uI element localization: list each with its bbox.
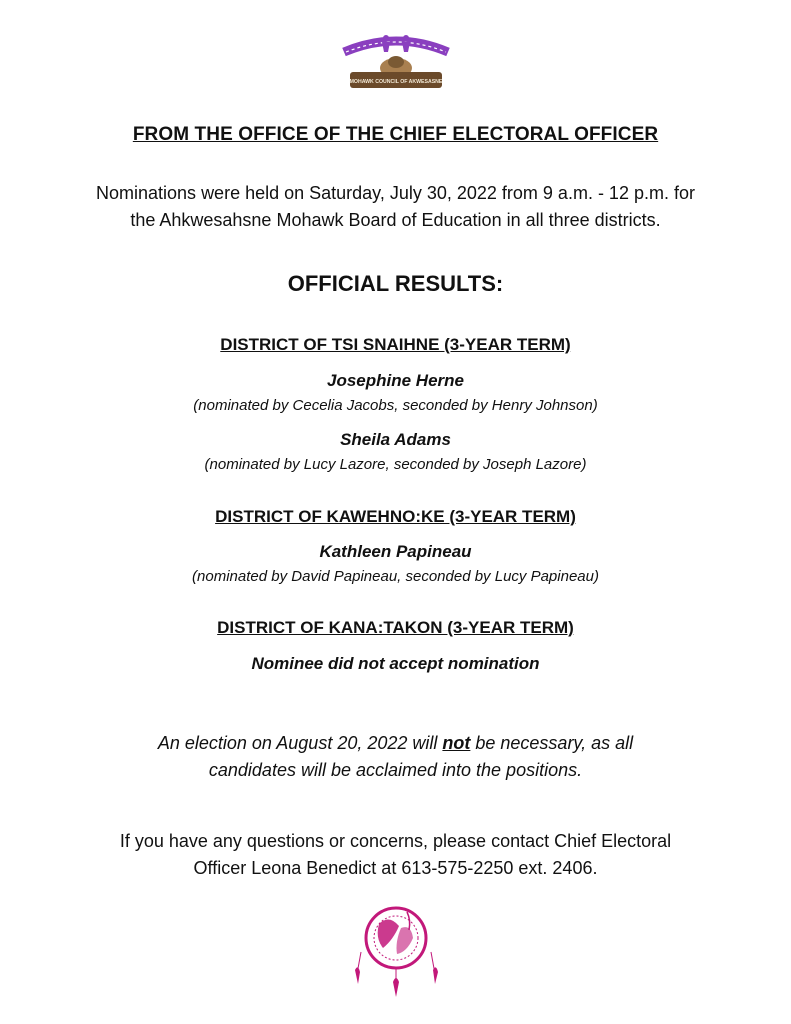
district-heading-tsi-snaihne: DISTRICT OF TSI SNAIHNE (3-YEAR TERM) [220,335,571,354]
intro-line-1: Nominations were held on Saturday, July 30, 2022 from 9 a.m. - 12 p.m. for [96,183,695,203]
contact-line-2: Officer Leona Benedict at 613-575-2250 ext. 2406. [193,858,598,878]
page-title: FROM THE OFFICE OF THE CHIEF ELECTORAL OFFICER [132,124,659,145]
contact-paragraph [0,828,791,882]
candidate-name: Sheila Adams [340,430,451,449]
closing-text-part1: An election on August 20, 2022 will [157,733,443,753]
results-heading: OFFICIAL RESULTS: [287,271,504,296]
candidate-name: Kathleen Papineau [319,542,472,561]
intro-paragraph [0,180,791,234]
mohawk-council-logo [336,32,456,94]
svg-text:MOHAWK COUNCIL OF AKWESASNE: MOHAWK COUNCIL OF AKWESASNE [349,79,443,85]
contact-line-1: If you have any questions or concerns, please contact Chief Electoral [119,831,672,851]
candidate-name: Josephine Herne [327,371,464,390]
candidate-nomination-note: (nominated by Cecelia Jacobs, seconded by Henry Johnson) [193,397,598,414]
dreamcatcher-icon [349,904,444,999]
closing-line-1 [0,730,791,757]
closing-text-part2: be necessary, as all [470,733,634,753]
intro-line-2: the Ahkwesahsne Mohawk Board of Education in all three districts. [130,210,661,230]
candidate-nomination-note: (nominated by David Papineau, seconded by Lucy Papineau) [192,568,599,585]
district-heading-kanatakon: DISTRICT OF KANA:TAKON (3-YEAR TERM) [217,618,574,637]
closing-line-2: candidates will be acclaimed into the positions. [208,760,583,780]
closing-paragraph [0,730,791,784]
closing-emphasis: not [442,733,471,753]
candidate-nomination-note: (nominated by Lucy Lazore, seconded by Joseph Lazore) [204,456,587,473]
district-status: Nominee did not accept nomination [251,654,540,673]
district-heading-kawehnoke: DISTRICT OF KAWEHNO:KE (3-YEAR TERM) [215,507,576,526]
